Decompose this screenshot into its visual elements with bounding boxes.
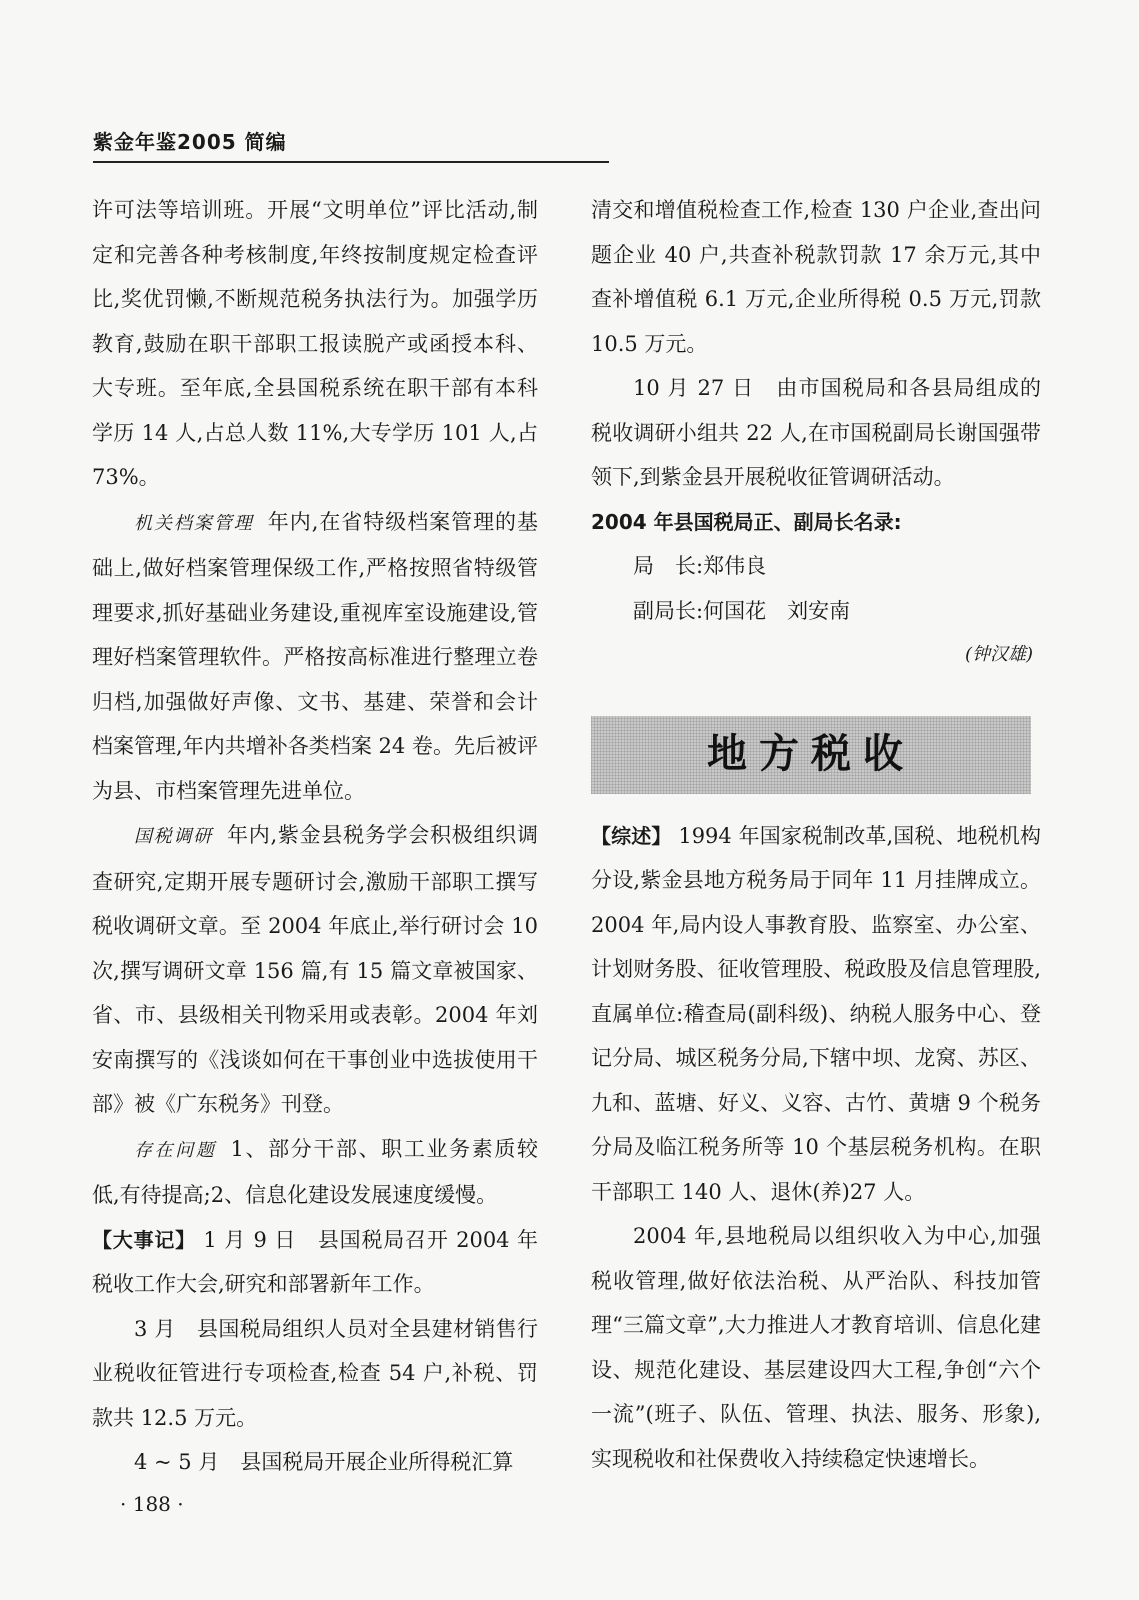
section-tag: 【综述】 — [591, 823, 672, 848]
paragraph-overview — [591, 814, 1041, 1215]
author-credit: (钟汉雄) — [964, 644, 1033, 665]
left-column — [92, 188, 538, 1485]
deputies-line: 副局长:何国花 刘安南 — [633, 598, 851, 623]
paragraph-text: 年内,在省特级档案管理的基础上,做好档案管理保级工作,严格按照省特级管理要求,抓好基础业务建设,重视库室设施建设,管理好档案管理软件。严格按高标准进行整理立卷归档,加强做好声像、文书、基建、荣誉和会计档案管理,年内共增补各类档案 24 卷。先后被评为县、市档案管理先进单位。 — [92, 509, 538, 803]
page-number: · 188 · — [120, 1492, 184, 1516]
paragraph: 清交和增值税检查工作,检查 130 户企业,查出问题企业 40 户,共查补税款罚款 17 余万元,其中查补增值税 6.1 万元,企业所得税 0.5 万元,罚款 10.5 万元。 — [591, 198, 1041, 356]
paragraph-events — [92, 1218, 538, 1307]
section-banner — [591, 716, 1031, 794]
run-in-heading: 存在问题 — [134, 1139, 217, 1161]
paragraph: 许可法等培训班。开展“文明单位”评比活动,制定和完善各种考核制度,年终按制度规定检查评比,奖优罚懒,不断规范税务执法行为。加强学历教育,鼓励在职干部职工报读脱产或函授本科、大专班。至年底,全县国税系统在职干部有本科学历 14 人,占总人数 11%,大专学历 101 人,占 73%。 — [92, 198, 538, 489]
paragraph-archives — [92, 500, 538, 814]
paragraph: 4 ~ 5 月 县国税局开展企业所得税汇算 — [134, 1450, 514, 1474]
running-header — [93, 126, 609, 163]
paragraph-problems — [92, 1127, 538, 1218]
list-heading: 2004 年县国税局正、副局长名录: — [591, 509, 902, 534]
paragraph-research — [92, 813, 538, 1127]
director-line: 局 长:郑伟良 — [633, 554, 767, 578]
paragraph-text: 1、部分干部、职工业务素质较低,有待提高;2、信息化建设发展速度缓慢。 — [92, 1136, 538, 1207]
paragraph: 10 月 27 日 由市国税局和各县局组成的税收调研小组共 22 人,在市国税副局长谢国强带领下,到紫金县开展税收征管调研活动。 — [591, 376, 1041, 489]
right-column — [591, 188, 1041, 1481]
section-title: 地方税收 — [707, 731, 915, 778]
paragraph-text: 1 月 9 日 县国税局召开 2004 年税收工作大会,研究和部署新年工作。 — [92, 1227, 538, 1296]
section-tag: 【大事记】 — [92, 1227, 196, 1252]
paragraph-text: 1994 年国家税制改革,国税、地税机构分设,紫金县地方税务局于同年 11 月挂牌成立。2004 年,局内设人事教育股、监察室、办公室、计划财务股、征收管理股、税政股及信息管理股,直属单位:稽查局(副科级)、纳税人服务中心、登记分局、城区税务分局,下辖中坝、龙窝、苏区、九和、蓝塘、好义、义容、古竹、黄塘 9 个税务分局及临江税务所等 10 个基层税务机构。在职干部职工 140 人、退休(养)27 人。 — [591, 823, 1042, 1204]
run-in-heading: 国税调研 — [134, 826, 213, 847]
paragraph: 3 月 县国税局组织人员对全县建材销售行业税收征管进行专项检查,检查 54 户,补税、罚款共 12.5 万元。 — [92, 1316, 538, 1430]
paragraph-text: 年内,紫金县税务学会积极组织调查研究,定期开展专题研讨会,激励干部职工撰写税收调研文章。至 2004 年底止,举行研讨会 10 次,撰写调研文章 156 篇,有 15 篇文章被国家、省、市、县级相关刊物采用或表彰。2004 年刘安南撰写的《浅谈如何在干事创业中选拔使用干部》被《广东税务》刊登。 — [92, 823, 538, 1116]
header-title: 紫金年鉴2005 简编 — [93, 130, 287, 154]
run-in-heading: 机关档案管理 — [134, 512, 254, 534]
paragraph: 2004 年,县地税局以组织收入为中心,加强税收管理,做好依法治税、从严治队、科技加管理“三篇文章”,大力推进人才教育培训、信息化建设、规范化建设、基层建设四大工程,争创“六个一流”(班子、队伍、管理、执法、服务、形象),实现税收和社保费收入持续稳定快速增长。 — [591, 1224, 1041, 1471]
